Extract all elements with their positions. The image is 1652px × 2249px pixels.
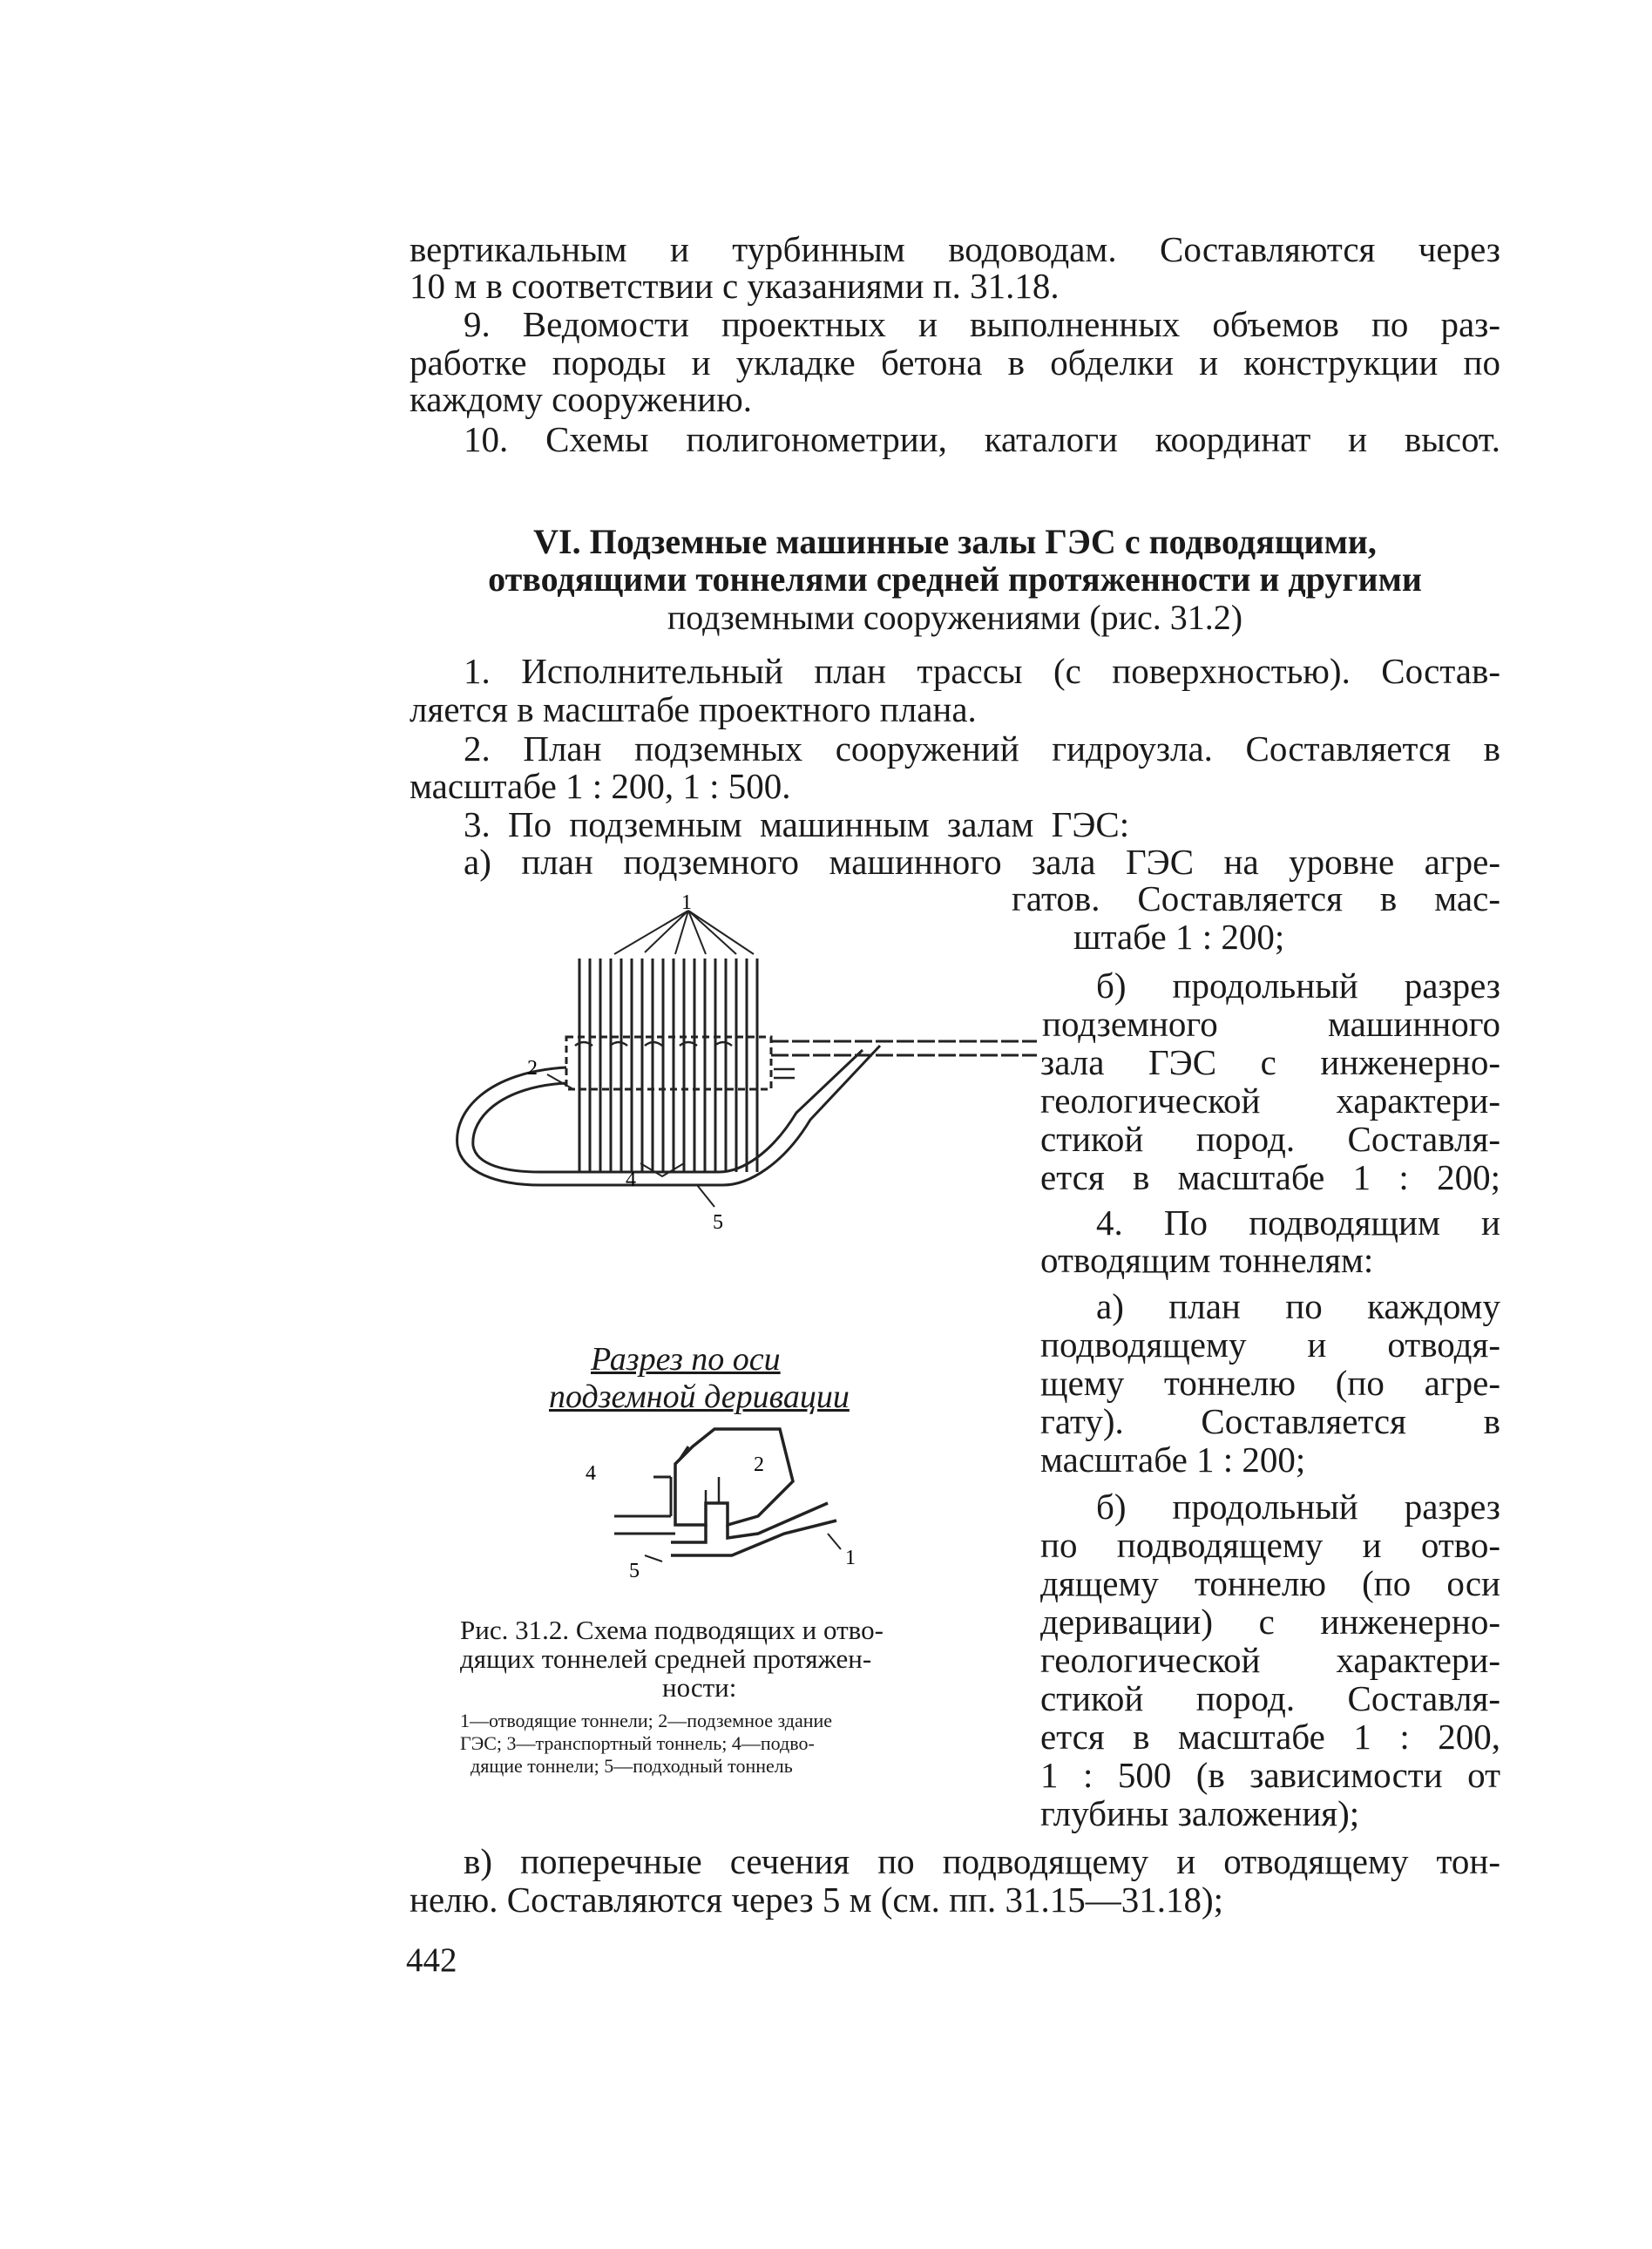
column-line: щему тоннелю (по агре- (1040, 1363, 1500, 1403)
column-line: стикой пород. Составля- (1040, 1678, 1500, 1718)
caption-legend-line: дящие тоннели; 5—подходный тоннель (471, 1755, 793, 1777)
intro-line: 10. Схемы полигонометрии, каталоги координат и высот. (464, 419, 1500, 459)
column-line: отводящим тоннелям: (1040, 1240, 1374, 1280)
column-line: по подводящему и отво- (1040, 1525, 1500, 1565)
transport-tunnel (771, 1041, 1037, 1055)
intro-line: каждому сооружению. (410, 379, 752, 419)
column-line: геологической характери- (1040, 1080, 1500, 1121)
underground-hall (566, 1037, 771, 1089)
outlet-tunnels (579, 959, 757, 1172)
column-line: б) продольный разрез (1096, 965, 1500, 1006)
column-line: зала ГЭС с инженерно- (1040, 1042, 1500, 1082)
caption-title-line: ности: (662, 1672, 737, 1703)
page-number: 442 (406, 1941, 457, 1979)
column-line: масштабе 1 : 200; (1040, 1439, 1306, 1480)
column-line: ется в масштабе 1 : 200, (1040, 1717, 1500, 1757)
body-line: 2. План подземных сооружений гидроузла. Составляется в (464, 728, 1500, 769)
caption-title-line: Рис. 31.2. Схема подводящих и отво- (460, 1615, 884, 1645)
section-heading-line: подземными сооружениями (рис. 31.2) (667, 598, 1243, 637)
column-line: стикой пород. Составля- (1040, 1119, 1500, 1159)
intro-line: вертикальным и турбинным водоводам. Составляются через (410, 229, 1500, 269)
caption-title-line: дящих тоннелей средней протяжен- (460, 1643, 872, 1674)
column-line: гату). Составляется в (1040, 1401, 1500, 1441)
plan-label-2: 2 (527, 1057, 538, 1080)
column-line: 1 : 500 (в зависимости от (1040, 1755, 1500, 1795)
body-line: 3. По подземным машинным залам ГЭС: (464, 804, 1130, 844)
column-line: дящему тоннелю (по оси (1040, 1563, 1500, 1603)
column-line: штабе 1 : 200; (1073, 917, 1285, 957)
body-line: ляется в масштабе проектного плана. (410, 689, 977, 729)
body-line: 1. Исполнительный план трассы (с поверхностью). Состав- (464, 651, 1500, 691)
intro-line: работке породы и укладке бетона в обделки и конструкции по (410, 342, 1500, 383)
body-line: масштабе 1 : 200, 1 : 500. (410, 766, 791, 806)
access-tunnel-loop (457, 1046, 880, 1185)
caption-legend-line: 1—отводящие тоннели; 2—подземное здание (460, 1710, 833, 1731)
section-title-line: подземной деривации (549, 1379, 850, 1415)
column-line: ется в масштабе 1 : 200; (1040, 1157, 1500, 1197)
column-line: гатов. Составляется в мас- (1012, 878, 1500, 918)
plan-label-4: 4 (626, 1169, 636, 1191)
inlet-tunnel-section (614, 1477, 675, 1534)
column-line: 4. По подводящим и (1096, 1202, 1500, 1243)
body-line: а) план подземного машинного зала ГЭС на уровне агре- (464, 842, 1500, 882)
cross-section-diagram (575, 1412, 897, 1586)
caption-legend-line: ГЭС; 3—транспортный тоннель; 4—подво- (460, 1732, 815, 1754)
section-title-line: Разрез по оси (591, 1341, 781, 1378)
tunnel-plan-diagram (436, 884, 1037, 1277)
hall-cross-section (675, 1429, 793, 1525)
section-heading-line: отводящими тоннелями средней протяженности и другими (488, 559, 1422, 599)
plan-label-5: 5 (713, 1211, 723, 1234)
closing-line: в) поперечные сечения по подводящему и отводящему тон- (464, 1841, 1500, 1881)
closing-line: нелю. Составляются через 5 м (см. пп. 31.15—31.18); (410, 1880, 1223, 1920)
column-line: б) продольный разрез (1096, 1487, 1500, 1527)
section-heading-line: VI. Подземные машинные залы ГЭС с подводящими, (533, 522, 1377, 561)
column-line: подводящему и отводя- (1040, 1324, 1500, 1365)
intro-line: 9. Ведомости проектных и выполненных объемов по раз- (464, 304, 1500, 344)
column-line: подземного машинного (1042, 1004, 1500, 1044)
section-label-5: 5 (629, 1560, 640, 1582)
section-label-2: 2 (754, 1453, 764, 1476)
section-label-4: 4 (586, 1462, 596, 1485)
column-line: а) план по каждому (1096, 1286, 1500, 1326)
intro-line: 10 м в соответствии с указаниями п. 31.18. (410, 266, 1060, 306)
column-line: деривации) с инженерно- (1040, 1602, 1500, 1642)
section-label-1: 1 (845, 1547, 856, 1569)
column-line: глубины заложения); (1040, 1793, 1360, 1833)
plan-label-1: 1 (681, 891, 692, 914)
column-line: геологической характери- (1040, 1640, 1500, 1680)
